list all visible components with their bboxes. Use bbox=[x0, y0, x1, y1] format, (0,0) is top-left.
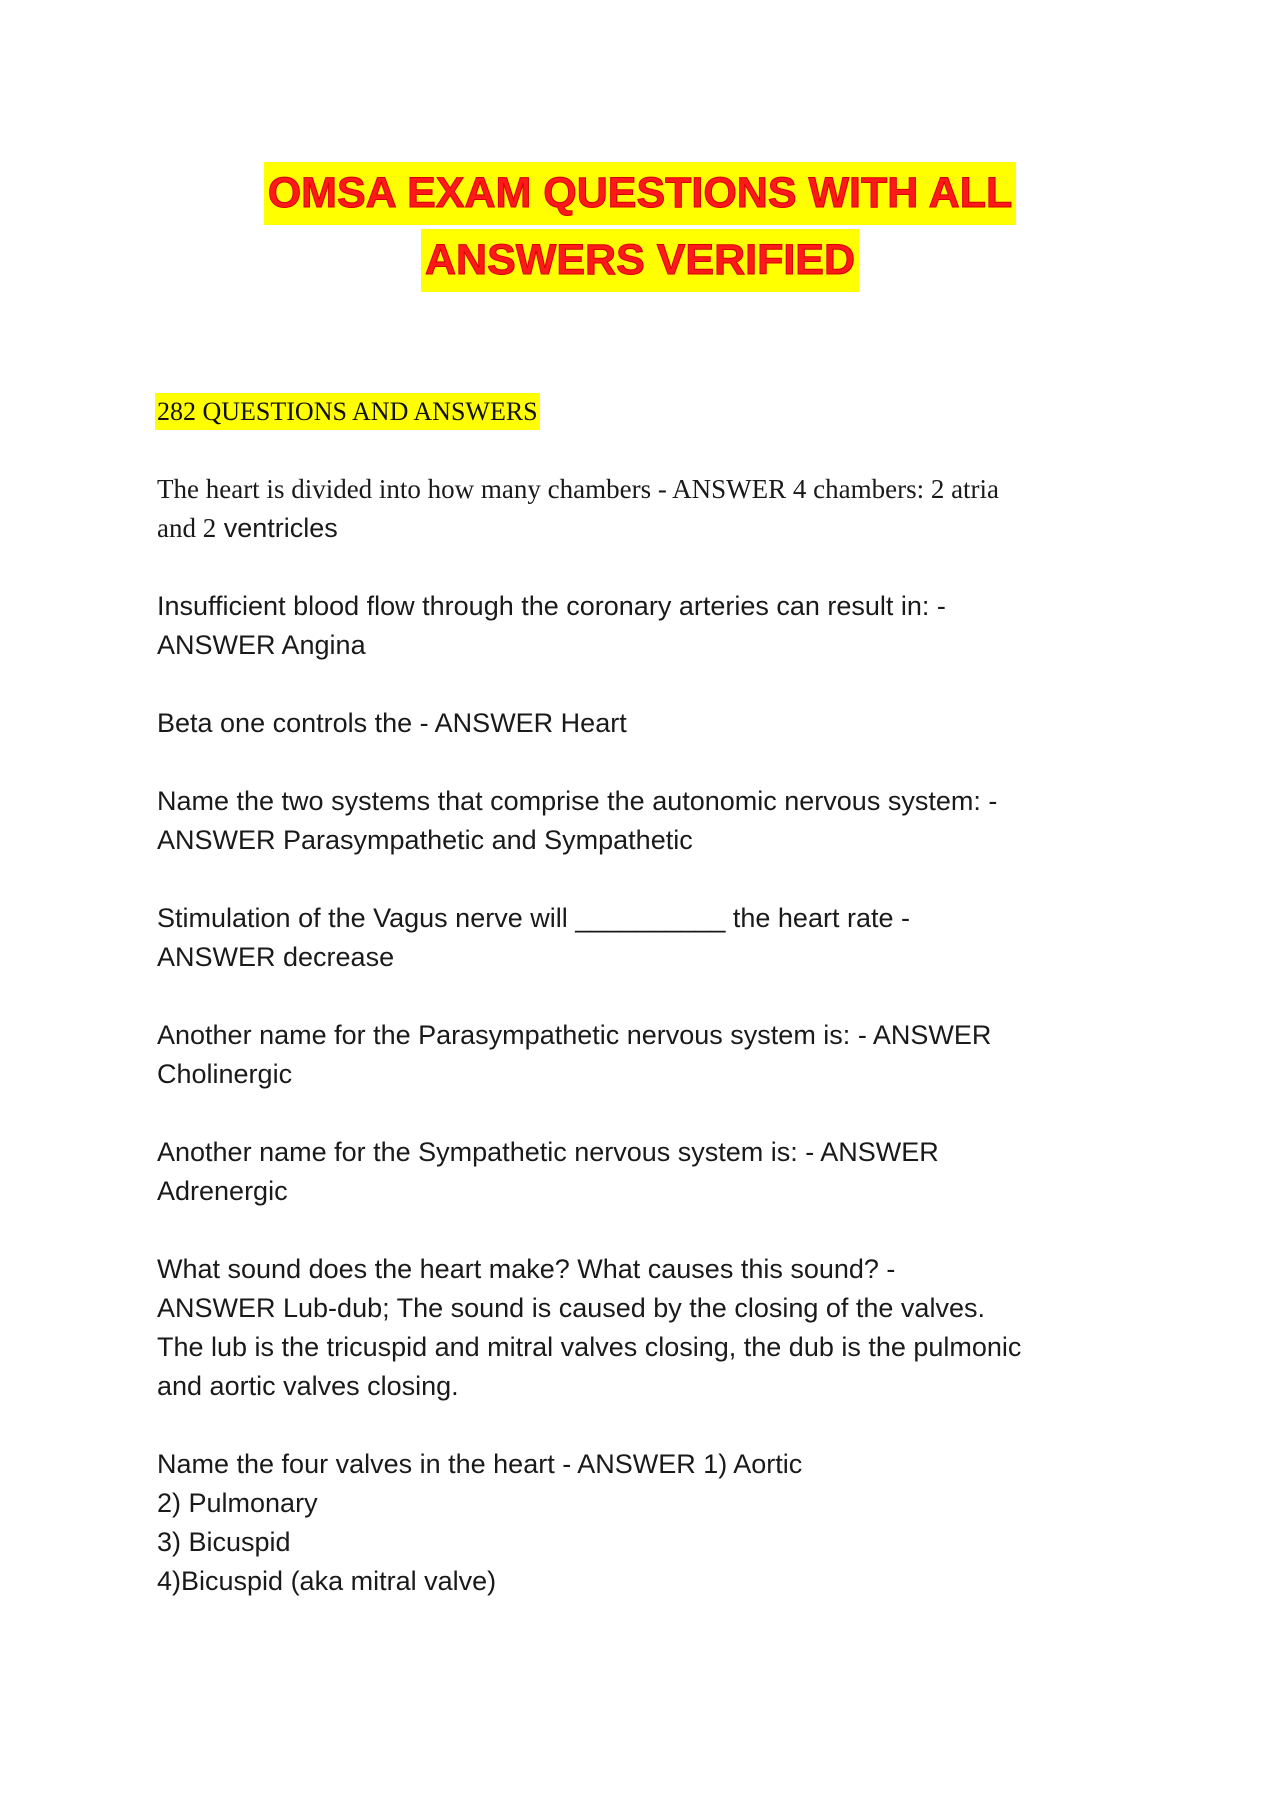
qa-item-sympathetic bbox=[157, 1133, 1137, 1211]
title-line-2: ANSWERS VERIFIED bbox=[421, 229, 859, 292]
title-line-1: OMSA EXAM QUESTIONS WITH ALL bbox=[264, 162, 1017, 225]
qa-line: 3) Bicuspid bbox=[157, 1527, 291, 1557]
qa-item-heart-sound bbox=[157, 1250, 1137, 1406]
qa-line: What sound does the heart make? What causes this sound? - bbox=[157, 1254, 896, 1284]
document-title bbox=[0, 162, 1280, 292]
qa-item-coronary bbox=[157, 587, 1137, 665]
qa-item-autonomic bbox=[157, 782, 1137, 860]
qa-line: ANSWER Angina bbox=[157, 630, 366, 660]
qa-line: ANSWER Parasympathetic and Sympathetic bbox=[157, 825, 693, 855]
qa-item-vagus bbox=[157, 899, 1137, 977]
qa-line: and aortic valves closing. bbox=[157, 1371, 459, 1401]
qa-list bbox=[157, 470, 1137, 1640]
qa-line-part: and 2 bbox=[157, 513, 217, 543]
qa-line: Another name for the Sympathetic nervous system is: - ANSWER bbox=[157, 1137, 939, 1167]
qa-line: Name the two systems that comprise the autonomic nervous system: - bbox=[157, 786, 998, 816]
qa-line: 4)Bicuspid (aka mitral valve) bbox=[157, 1566, 497, 1596]
qa-line: Cholinergic bbox=[157, 1059, 293, 1089]
qa-line: Stimulation of the Vagus nerve will __________ the heart rate - bbox=[157, 903, 910, 933]
qa-line: Adrenergic bbox=[157, 1176, 288, 1206]
qa-item-chambers bbox=[157, 470, 1137, 548]
qa-line: 2) Pulmonary bbox=[157, 1488, 318, 1518]
qa-line: The lub is the tricuspid and mitral valves closing, the dub is the pulmonic bbox=[157, 1332, 1022, 1362]
qa-line: ANSWER decrease bbox=[157, 942, 395, 972]
qa-line: The heart is divided into how many chambers - ANSWER 4 chambers: 2 atria bbox=[157, 474, 1000, 504]
qa-item-valves bbox=[157, 1445, 1137, 1601]
qa-line-part: ventricles bbox=[216, 513, 338, 543]
qa-line: Another name for the Parasympathetic nervous system is: - ANSWER bbox=[157, 1020, 992, 1050]
qa-line: Name the four valves in the heart - ANSWER 1) Aortic bbox=[157, 1449, 803, 1479]
qa-line: ANSWER Lub-dub; The sound is caused by the closing of the valves. bbox=[157, 1293, 985, 1323]
question-count-heading: 282 QUESTIONS AND ANSWERS bbox=[155, 393, 540, 430]
qa-line: Beta one controls the - ANSWER Heart bbox=[157, 708, 627, 738]
qa-item-parasympathetic bbox=[157, 1016, 1137, 1094]
qa-item-beta-one bbox=[157, 704, 1137, 743]
qa-line bbox=[157, 509, 1137, 548]
qa-line: Insufficient blood flow through the coronary arteries can result in: - bbox=[157, 591, 946, 621]
